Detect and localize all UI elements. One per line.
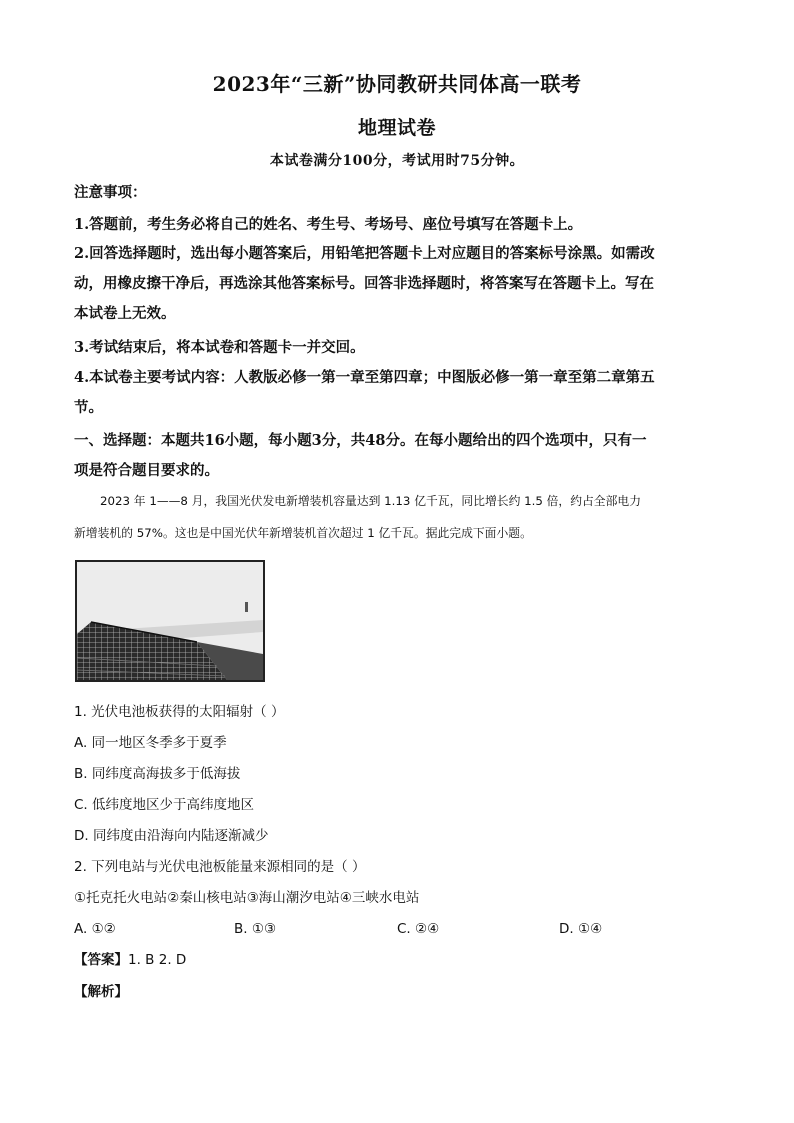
notes-item-4-line-1: 4.本试卷主要考试内容：人教版必修一第一章至第四章；中图版必修一第一章至第二章第五 bbox=[74, 369, 655, 386]
question-1-option-b: B. 同纬度高海拔多于低海拔 bbox=[74, 766, 241, 782]
question-2-items: ①托克托火电站②秦山核电站③海山潮汐电站④三峡水电站 bbox=[74, 890, 420, 906]
subject-title: 地理试卷 bbox=[357, 117, 436, 139]
answer-tag: 【答案】 bbox=[74, 952, 128, 968]
notes-item-1: 1.答题前，考生务必将自己的姓名、考生号、考场号、座位号填写在答题卡上。 bbox=[74, 216, 583, 233]
question-2-option-a: A. ①② bbox=[74, 921, 116, 937]
exam-title: 2023年“三新”协同教研共同体高一联考 bbox=[212, 72, 582, 96]
question-2-option-b: B. ①③ bbox=[234, 921, 277, 937]
question-1-option-a: A. 同一地区冬季多于夏季 bbox=[74, 735, 227, 751]
question-2-stem: 2. 下列电站与光伏电池板能量来源相同的是（ ） bbox=[74, 859, 366, 875]
notes-item-2-line-2: 动，用橡皮擦干净后，再选涂其他答案标号。回答非选择题时，将答案写在答题卡上。写在 bbox=[74, 275, 654, 292]
analysis-line bbox=[74, 982, 128, 1002]
question-1-option-c: C. 低纬度地区少于高纬度地区 bbox=[74, 797, 255, 813]
notes-item-3: 3.考试结束后，将本试卷和答题卡一并交回。 bbox=[74, 339, 365, 356]
answer-text: 1. B 2. D bbox=[128, 952, 187, 968]
section-heading-line-1: 一、选择题：本题共16小题，每小题3分，共48分。在每小题给出的四个选项中，只有一 bbox=[74, 432, 647, 449]
answer-line bbox=[74, 950, 186, 970]
notes-heading: 注意事项： bbox=[74, 184, 147, 201]
question-2-option-d: D. ①④ bbox=[559, 921, 603, 937]
question-1-stem: 1. 光伏电池板获得的太阳辐射（ ） bbox=[74, 704, 285, 720]
material-line-1: 2023 年 1——8 月，我国光伏发电新增装机容量达到 1.13 亿千瓦，同比增长约 1.5 倍，约占全部电力 bbox=[100, 494, 642, 508]
solar-panel-photo bbox=[75, 560, 265, 682]
material-line-2: 新增装机的 57%。这也是中国光伏年新增装机首次超过 1 亿千瓦。据此完成下面小题。 bbox=[74, 526, 532, 540]
section-heading-line-2: 项是符合题目要求的。 bbox=[74, 462, 219, 479]
notes-item-2-line-1: 2.回答选择题时，选出每小题答案后，用铅笔把答题卡上对应题目的答案标号涂黑。如需改 bbox=[74, 245, 655, 262]
notes-item-2-line-3: 本试卷上无效。 bbox=[74, 305, 176, 322]
solar-panel-image bbox=[77, 562, 263, 680]
notes-item-4-line-2: 节。 bbox=[74, 399, 103, 416]
exam-info: 本试卷满分100分，考试用时75分钟。 bbox=[269, 153, 525, 169]
analysis-tag: 【解析】 bbox=[74, 984, 128, 1000]
question-2-option-c: C. ②④ bbox=[397, 921, 440, 937]
question-1-option-d: D. 同纬度由沿海向内陆逐渐减少 bbox=[74, 828, 269, 844]
